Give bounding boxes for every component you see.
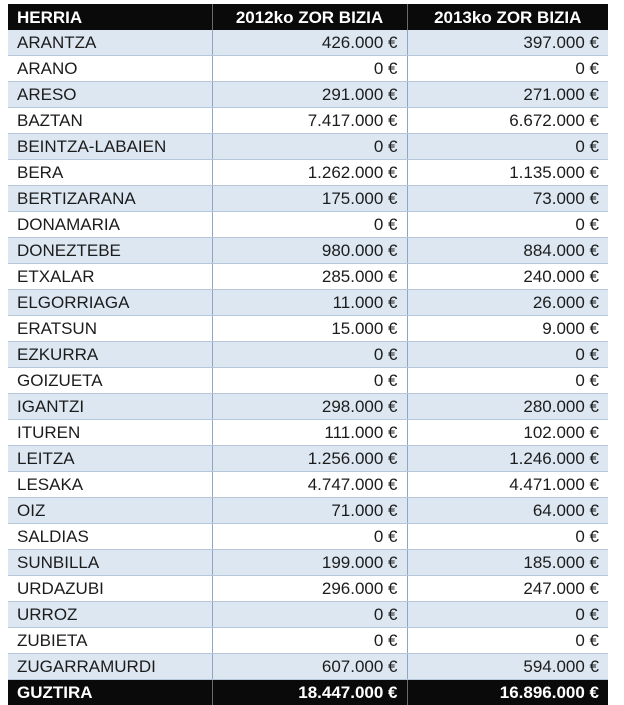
debt-2013-cell: 0 € (407, 628, 608, 654)
column-header-debt-2013: 2013ko ZOR BIZIA (407, 4, 608, 30)
table-row (8, 498, 608, 524)
column-header-debt-2012: 2012ko ZOR BIZIA (212, 4, 407, 30)
town-name-cell: DONEZTEBE (8, 238, 212, 264)
town-name-cell: IGANTZI (8, 394, 212, 420)
town-name-cell: URDAZUBI (8, 576, 212, 602)
debt-2013-cell: 594.000 € (407, 654, 608, 680)
debt-2012-cell: 1.262.000 € (212, 160, 407, 186)
town-name-cell: ARESO (8, 82, 212, 108)
total-debt-2013: 16.896.000 € (407, 680, 608, 705)
debt-2013-cell: 0 € (407, 212, 608, 238)
town-name-cell: GOIZUETA (8, 368, 212, 394)
debt-2013-cell: 1.246.000 € (407, 446, 608, 472)
debt-2013-cell: 271.000 € (407, 82, 608, 108)
town-name-cell: DONAMARIA (8, 212, 212, 238)
debt-2013-cell: 6.672.000 € (407, 108, 608, 134)
town-name-cell: ERATSUN (8, 316, 212, 342)
debt-2013-cell: 9.000 € (407, 316, 608, 342)
total-row (8, 680, 608, 705)
town-name-cell: BERTIZARANA (8, 186, 212, 212)
total-debt-2012: 18.447.000 € (212, 680, 407, 705)
debt-2013-cell: 397.000 € (407, 30, 608, 56)
town-name-cell: ARANO (8, 56, 212, 82)
table-row (8, 186, 608, 212)
municipal-debt-table (8, 4, 608, 705)
debt-2012-cell: 0 € (212, 368, 407, 394)
table-row (8, 290, 608, 316)
debt-2012-cell: 291.000 € (212, 82, 407, 108)
debt-2012-cell: 298.000 € (212, 394, 407, 420)
debt-2012-cell: 296.000 € (212, 576, 407, 602)
table-row (8, 602, 608, 628)
debt-2012-cell: 0 € (212, 524, 407, 550)
debt-2012-cell: 980.000 € (212, 238, 407, 264)
table-footer (8, 680, 608, 705)
debt-2013-cell: 0 € (407, 524, 608, 550)
table-row (8, 524, 608, 550)
debt-2012-cell: 4.747.000 € (212, 472, 407, 498)
town-name-cell: LESAKA (8, 472, 212, 498)
debt-2012-cell: 175.000 € (212, 186, 407, 212)
header-row (8, 4, 608, 30)
table-row (8, 576, 608, 602)
debt-2013-cell: 64.000 € (407, 498, 608, 524)
table-header (8, 4, 608, 30)
debt-2012-cell: 0 € (212, 56, 407, 82)
debt-2013-cell: 0 € (407, 342, 608, 368)
debt-2013-cell: 102.000 € (407, 420, 608, 446)
town-name-cell: ARANTZA (8, 30, 212, 56)
town-name-cell: ELGORRIAGA (8, 290, 212, 316)
total-label: GUZTIRA (8, 680, 212, 705)
table-row (8, 238, 608, 264)
table-row (8, 212, 608, 238)
debt-2013-cell: 73.000 € (407, 186, 608, 212)
debt-2013-cell: 884.000 € (407, 238, 608, 264)
table-row (8, 654, 608, 680)
debt-2013-cell: 185.000 € (407, 550, 608, 576)
town-name-cell: OIZ (8, 498, 212, 524)
table-row (8, 394, 608, 420)
table-row (8, 420, 608, 446)
town-name-cell: ETXALAR (8, 264, 212, 290)
table-row (8, 628, 608, 654)
column-header-town: HERRIA (8, 4, 212, 30)
debt-2013-cell: 4.471.000 € (407, 472, 608, 498)
table-row (8, 446, 608, 472)
table-row (8, 472, 608, 498)
town-name-cell: EZKURRA (8, 342, 212, 368)
debt-2012-cell: 71.000 € (212, 498, 407, 524)
debt-2013-cell: 0 € (407, 368, 608, 394)
debt-2013-cell: 0 € (407, 602, 608, 628)
debt-2012-cell: 15.000 € (212, 316, 407, 342)
debt-2012-cell: 285.000 € (212, 264, 407, 290)
table-row (8, 368, 608, 394)
town-name-cell: ITUREN (8, 420, 212, 446)
debt-2012-cell: 199.000 € (212, 550, 407, 576)
table-row (8, 550, 608, 576)
debt-2013-cell: 0 € (407, 56, 608, 82)
debt-2013-cell: 280.000 € (407, 394, 608, 420)
table-body (8, 30, 608, 680)
town-name-cell: BERA (8, 160, 212, 186)
table-row (8, 160, 608, 186)
town-name-cell: SALDIAS (8, 524, 212, 550)
town-name-cell: BAZTAN (8, 108, 212, 134)
town-name-cell: LEITZA (8, 446, 212, 472)
table-row (8, 108, 608, 134)
debt-2012-cell: 0 € (212, 212, 407, 238)
debt-2012-cell: 0 € (212, 628, 407, 654)
town-name-cell: BEINTZA-LABAIEN (8, 134, 212, 160)
table-row (8, 56, 608, 82)
debt-2012-cell: 1.256.000 € (212, 446, 407, 472)
table-row (8, 316, 608, 342)
debt-2013-cell: 240.000 € (407, 264, 608, 290)
debt-2012-cell: 0 € (212, 602, 407, 628)
debt-2013-cell: 0 € (407, 134, 608, 160)
town-name-cell: SUNBILLA (8, 550, 212, 576)
debt-2012-cell: 0 € (212, 342, 407, 368)
town-name-cell: ZUBIETA (8, 628, 212, 654)
town-name-cell: URROZ (8, 602, 212, 628)
table-row (8, 82, 608, 108)
debt-2012-cell: 607.000 € (212, 654, 407, 680)
debt-2012-cell: 426.000 € (212, 30, 407, 56)
debt-2012-cell: 0 € (212, 134, 407, 160)
debt-2012-cell: 11.000 € (212, 290, 407, 316)
table-row (8, 30, 608, 56)
debt-2012-cell: 111.000 € (212, 420, 407, 446)
table-row (8, 342, 608, 368)
debt-2013-cell: 1.135.000 € (407, 160, 608, 186)
town-name-cell: ZUGARRAMURDI (8, 654, 212, 680)
table-row (8, 264, 608, 290)
debt-2013-cell: 26.000 € (407, 290, 608, 316)
debt-2013-cell: 247.000 € (407, 576, 608, 602)
debt-2012-cell: 7.417.000 € (212, 108, 407, 134)
table-row (8, 134, 608, 160)
